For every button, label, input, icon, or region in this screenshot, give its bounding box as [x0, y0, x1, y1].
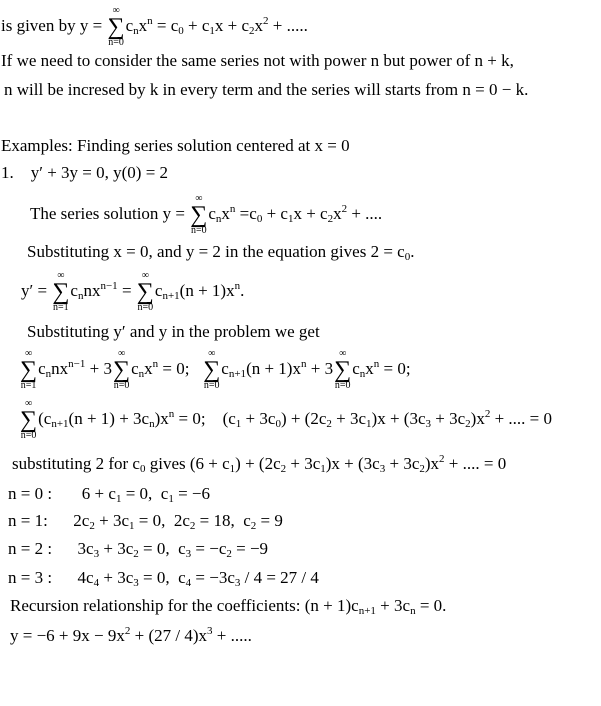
text-line-13: n = 0 : $6 + c_1 = 0$, $c_1 = -6$ [8, 484, 211, 505]
text-line-4: Examples: Finding series solution centered at x = 0 [1, 136, 350, 155]
text-line-12: substituting 2 for $c_0$ gives $(6 + c_1) + (2c_2 + 3c_1)x + (3c_3 + 3c_2)x^2$ + .... = 0 [12, 453, 507, 475]
text-line-3: n will be incresed by k in every term and the series will starts from n = 0 − k. [4, 80, 529, 99]
text-line-2: If we need to consider the same series not with power n but power of n + k, [1, 51, 514, 70]
text-line-15: n = 2 : $3c_3 + 3c_2 = 0$, $c_3 = -c_2 = -9$ [8, 539, 269, 560]
text-line-17: Recursion relationship for the coefficients: $(n + 1)c_{n+1} + 3c_n = 0$. [10, 596, 447, 617]
text-line-16: n = 3 : $4c_4 + 3c_3 = 0$, $c_4 = -3c_3 / 4 = 27 / 4$ [8, 568, 319, 589]
text-line-6: The series solution y = ∞ ∑ n=0 $c_nx^n =c_0 + c_1x + c_2x^2$ + .... [30, 193, 383, 236]
text-line-1: is given by y = ∞ ∑ n=0 $c_nx^n = c_0 + c_1x + c_2x^2$ + ..... [1, 5, 308, 48]
text-line-18: $y = -6 + 9x - 9x^2 + (27 / 4)x^3$ + ..... [10, 625, 252, 645]
text-line-14: n = 1: $2c_2 + 3c_1 = 0$, $2c_2 = 18$, $c_2 = 9$ [8, 511, 283, 532]
text-line-7: Substituting x = 0, and y = 2 in the equation gives $2 = c_0$. [27, 242, 415, 263]
text-line-10: ∞ ∑ n=1 $c_nnx^{n-1} + 3$ ∞ ∑ n=0 $c_nx^n = 0$; ∞ ∑ n=0 $c_{n+1}(n + 1)x^n + 3$ ∞ ∑ n=0 $c_nx^n = 0$; [20, 348, 411, 391]
text-line-5: 1. y′ + 3y = 0, y(0) = 2 [1, 163, 169, 182]
text-line-9: Substituting y′ and y in the problem we get [27, 322, 320, 341]
text-line-11: ∞ ∑ n=0 $(c_{n+1}(n + 1) + 3c_n)x^n = 0$; $(c_1 + 3c_0) + (2c_2 + 3c_1)x + (3c_3 + 3c_2)x^2$ + .... = 0 [20, 398, 553, 441]
text-line-8: y′ = ∞ ∑ n=1 $c_nnx^{n-1}$ = ∞ ∑ n=0 $c_{n+1}(n + 1)x^n$. [21, 270, 245, 313]
